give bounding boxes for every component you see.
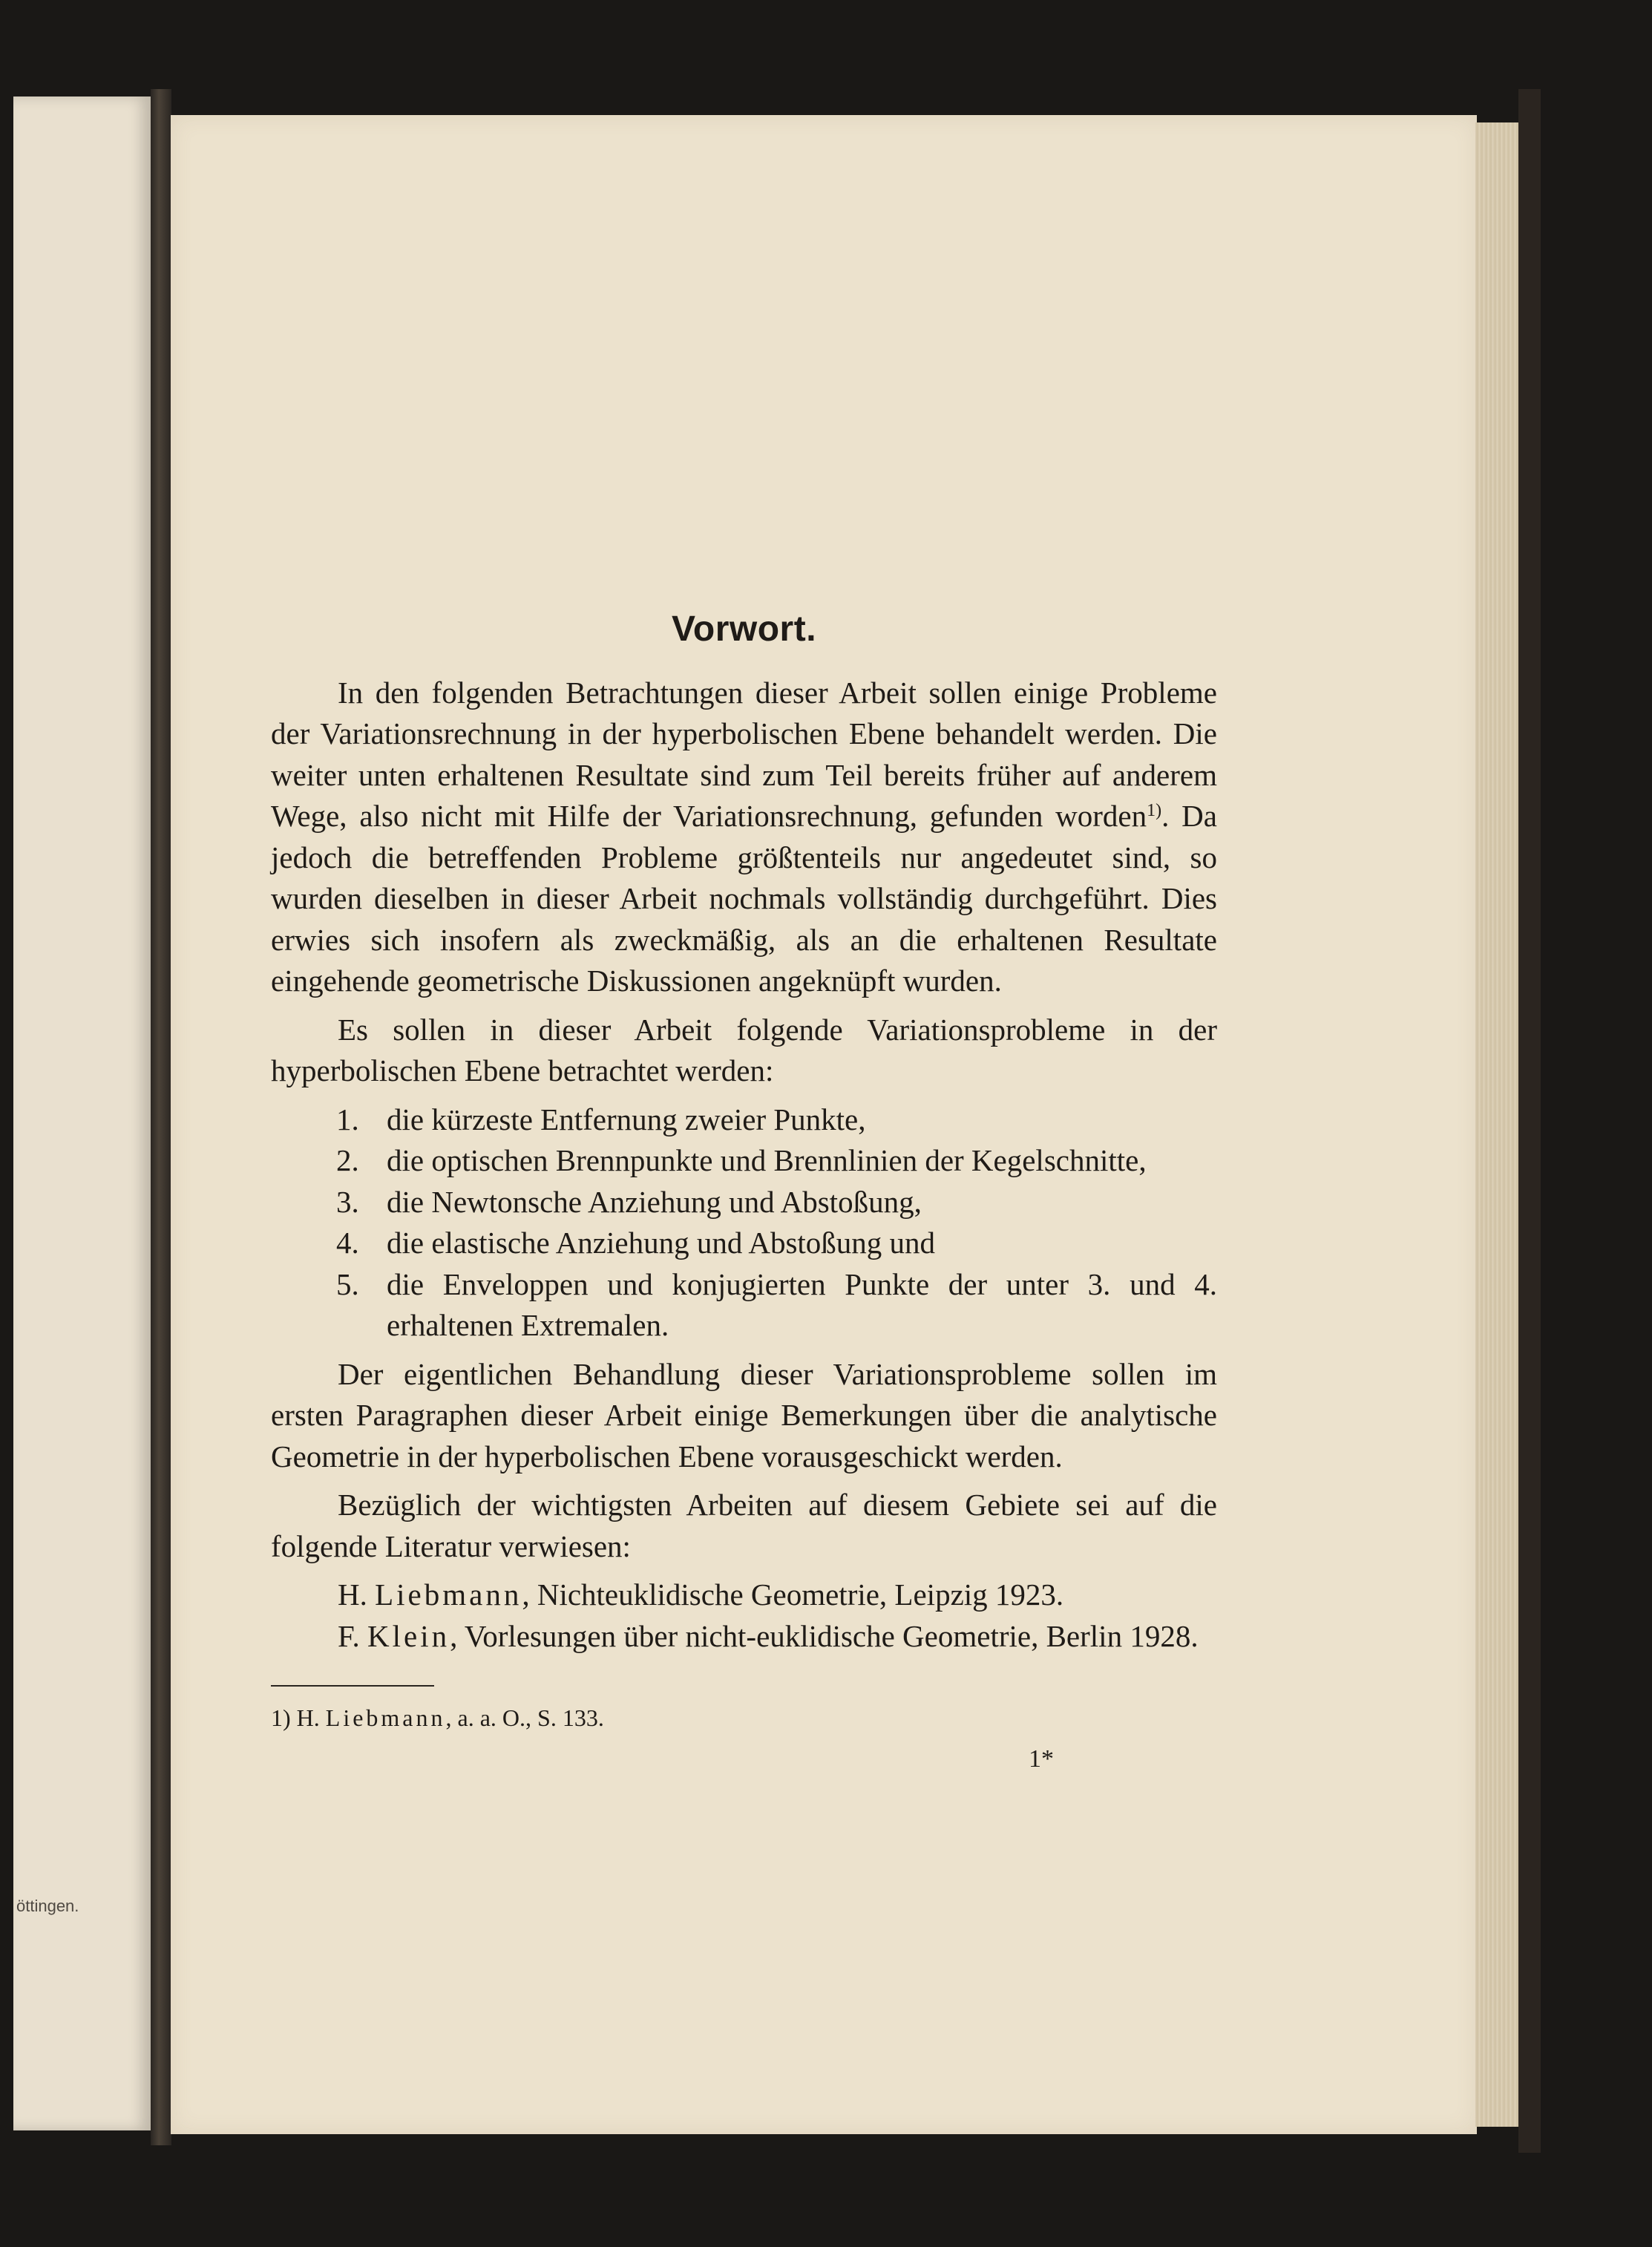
list-item <box>271 1140 1217 1182</box>
list-item-text: die optischen Brennpunkte und Brennlinien der Kegelschnitte, <box>387 1143 1147 1177</box>
left-page-footer: öttingen. <box>16 1897 79 1915</box>
author-initial: H. <box>338 1577 367 1612</box>
book-gutter <box>151 89 171 2145</box>
list-item-text: die Enveloppen und konjugierten Punkte der unter 3. und 4. erhaltenen Extremalen. <box>387 1266 1217 1342</box>
literature-title: , Vorlesungen über nicht-euklidische Geometrie, Berlin 1928. <box>450 1618 1199 1653</box>
list-item <box>271 1223 1217 1264</box>
author-name: Liebmann <box>375 1577 522 1612</box>
list-item-text: die Newtonsche Anziehung und Abstoßung, <box>387 1184 922 1219</box>
signature-mark: 1* <box>1029 1745 1054 1773</box>
list-item <box>271 1099 1217 1141</box>
list-item-number: 4. <box>336 1226 359 1260</box>
page-title: Vorwort. <box>671 609 817 649</box>
author-name: Klein <box>367 1618 450 1653</box>
list-item-text: die elastische Anziehung und Abstoßung und <box>387 1226 936 1260</box>
footnote-divider <box>271 1685 434 1687</box>
footnote-reference: 1) <box>1147 801 1162 820</box>
list-item-number: 2. <box>336 1143 359 1177</box>
paragraph-intro-text: In den folgenden Betrachtungen dieser Arbeit sollen einige Probleme der Variationsrechnung in der hyperbolischen Ebene behandelt werden. Die weiter unten erhaltenen Resultate sind zum Teil bereits früher auf anderem Wege, also nicht mit Hilfe der Variationsrechnung, gefunden worden <box>271 675 1217 833</box>
literature-entry <box>271 1616 1217 1658</box>
list-item-number: 3. <box>336 1184 359 1219</box>
page-edges <box>1475 122 1518 2127</box>
paragraph-geometry: Der eigentlichen Behandlung dieser Variationsprobleme sollen im ersten Paragraphen dieser Arbeit einige Bemerkungen über die analytische Geometrie in der hyperbolischen Ebene vorausgeschickt werden. <box>271 1356 1217 1474</box>
literature-entry <box>271 1574 1217 1616</box>
footnote-author: Liebmann <box>325 1704 446 1731</box>
paragraph-problems-intro: Es sollen in dieser Arbeit folgende Variationsprobleme in der hyperbolischen Ebene betrachtet werden: <box>271 1012 1217 1087</box>
literature-title: , Nichteuklidische Geometrie, Leipzig 1923. <box>522 1577 1064 1612</box>
footnote <box>271 1703 1217 1733</box>
list-item-number: 1. <box>336 1102 359 1136</box>
list-item-number: 5. <box>336 1266 359 1301</box>
page-content <box>271 609 1217 1780</box>
paragraph-intro-continuation: . Da jedoch die betreffenden Probleme größtenteils nur angedeutet sind, so wurden dieselben in dieser Arbeit nochmals vollständig durchgeführt. Dies erwies sich insofern als zweckmäßig, als an die erhaltenen Resultate eingehende geometrische Diskussionen angeknüpft wurden. <box>271 799 1217 998</box>
list-item-text: die kürzeste Entfernung zweier Punkte, <box>387 1102 866 1136</box>
paragraph-intro <box>271 673 1217 1002</box>
list-item <box>271 1264 1217 1347</box>
footnote-marker: 1) <box>271 1704 291 1731</box>
book-cover-edge <box>1518 89 1541 2153</box>
paragraph-literature-intro: Bezüglich der wichtigsten Arbeiten auf diesem Gebiete sei auf die folgende Literatur verwiesen: <box>271 1488 1217 1563</box>
footnote-text: , a. a. O., S. 133. <box>445 1704 604 1731</box>
footnote-initial: H. <box>296 1704 320 1731</box>
problem-list <box>271 1099 1217 1347</box>
author-initial: F. <box>338 1618 360 1653</box>
list-item <box>271 1182 1217 1223</box>
literature-list <box>271 1574 1217 1657</box>
previous-page-edge <box>13 97 151 2130</box>
